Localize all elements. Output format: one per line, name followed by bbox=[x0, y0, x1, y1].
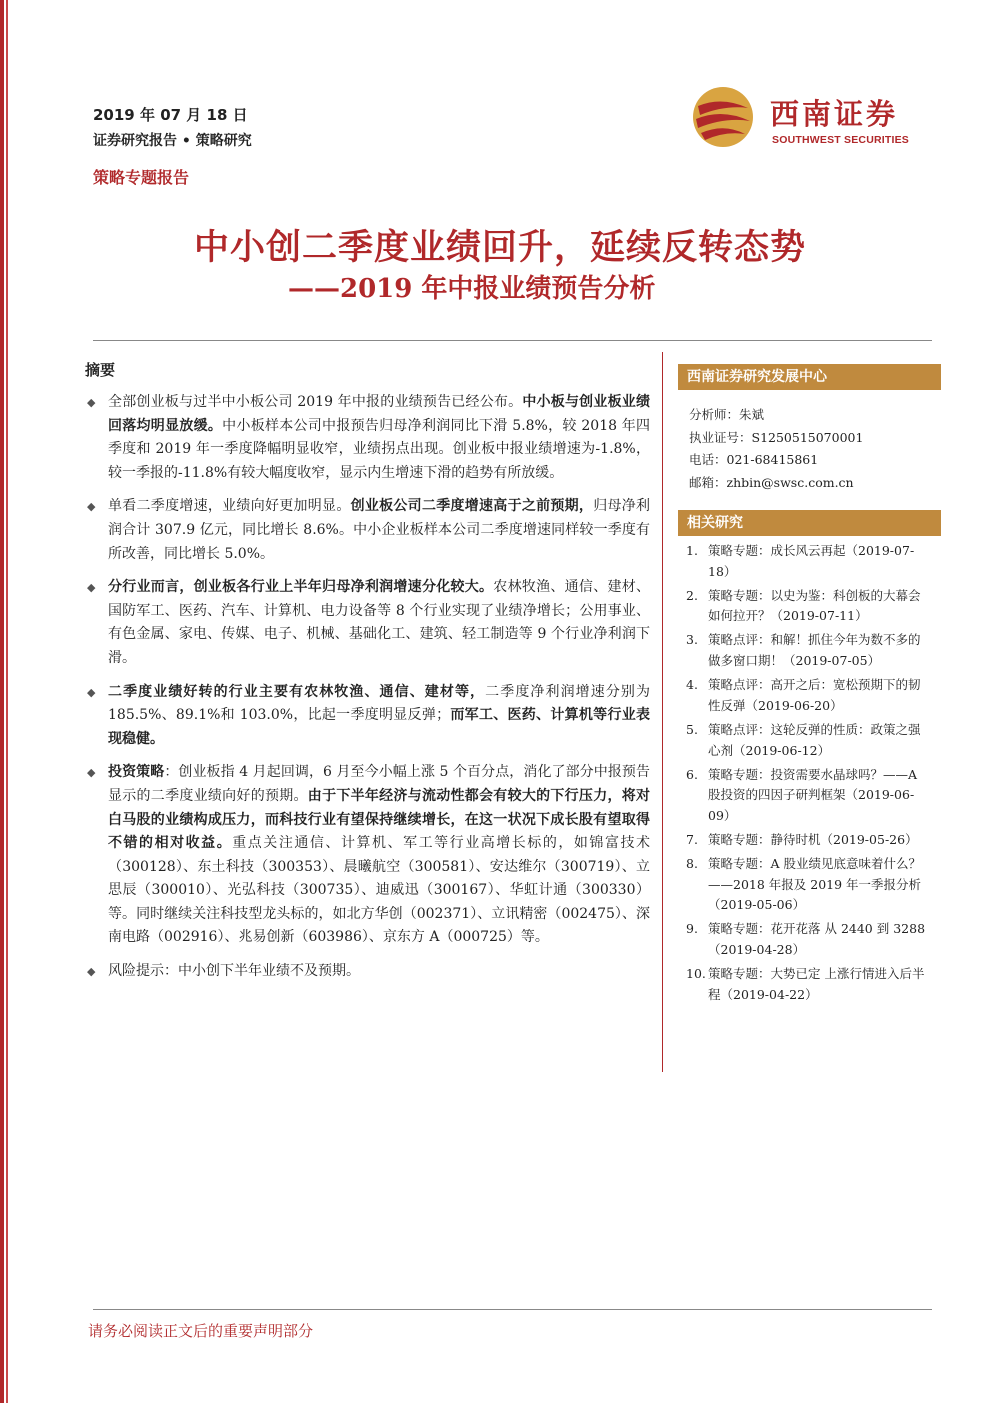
related-item-text: 策略专题：投资需要水晶球吗？——A 股投资的四因子研判框架（2019-06-09） bbox=[708, 766, 918, 823]
report-type: 证券研究报告 • 策略研究 bbox=[93, 133, 252, 149]
related-research-item[interactable] bbox=[686, 964, 926, 1005]
abstract-item bbox=[85, 761, 650, 950]
related-research-heading: 相关研究 bbox=[678, 510, 941, 536]
footer-divider bbox=[93, 1309, 932, 1310]
analyst-email[interactable]: 邮箱：zhbin@swsc.com.cn bbox=[689, 474, 854, 490]
related-research-item[interactable] bbox=[686, 675, 926, 716]
abstract-text: ：创业板指 4 月起回调，6 月至今小幅上涨 5 个百分点，消化了部分中报预告显示的二季度业绩向好的预期。 bbox=[108, 764, 650, 804]
abstract-bold-text: 由于下半年经济与流动性都会有较大的下行压力，将对白马股的业绩构成压力，而科技行业有望保持继续增长，在这一状况下成长股有望取得不错的相对收益。 bbox=[108, 787, 651, 852]
bullet-icon: ◆ bbox=[87, 396, 96, 409]
related-item-number: 5. bbox=[686, 721, 698, 737]
abstract-bold-text: 分行业而言，创业板各行业上半年归母净利润增速分化较大。 bbox=[108, 579, 494, 596]
bullet-icon: ◆ bbox=[87, 500, 96, 514]
related-item-number: 10. bbox=[686, 966, 706, 982]
report-title: 中小创二季度业绩回升，延续反转态势 bbox=[193, 227, 806, 268]
analyst-phone: 电话：021-68415861 bbox=[689, 452, 819, 467]
abstract-item bbox=[85, 576, 650, 670]
related-item-number: 9. bbox=[686, 921, 698, 937]
related-research-list bbox=[686, 541, 926, 1009]
abstract-item bbox=[85, 391, 650, 485]
related-item-number: 8. bbox=[686, 855, 698, 871]
abstract-item bbox=[85, 495, 650, 566]
abstract-text: 单看二季度增速，业绩向好更加明显。 bbox=[108, 498, 351, 515]
bullet-icon: ◆ bbox=[87, 766, 96, 780]
footer-disclaimer: 请务必阅读正文后的重要声明部分 bbox=[88, 1322, 314, 1340]
research-center-heading: 西南证券研究发展中心 bbox=[678, 364, 941, 390]
abstract-bold-text: 二季度业绩好转的行业主要有农林牧渔、通信、建材等， bbox=[108, 683, 486, 700]
abstract-text: 全部创业板与过半中小板公司 2019 年中报的业绩预告已经公布。 bbox=[108, 394, 523, 410]
report-date: 2019 年 07 月 18 日 bbox=[93, 106, 248, 124]
related-item-number: 3. bbox=[686, 632, 698, 648]
abstract-text: 风险提示：中小创下半年业绩不及预期。 bbox=[108, 963, 360, 980]
bullet-icon: ◆ bbox=[87, 685, 96, 699]
related-research-item[interactable] bbox=[686, 854, 926, 916]
header-divider bbox=[93, 340, 932, 341]
analyst-info bbox=[689, 404, 863, 494]
related-item-text: 策略点评：和解！抓住今年为数不多的做多窗口期！（2019-07-05） bbox=[708, 632, 921, 669]
abstract-item bbox=[85, 681, 650, 752]
analyst-license: 执业证号：S1250515070001 bbox=[689, 429, 864, 445]
related-item-text: 策略点评：高开之后：宽松预期下的韧性反弹（2019-06-20） bbox=[708, 677, 921, 713]
related-item-text: 策略点评：这轮反弹的性质：政策之强心剂（2019-06-12） bbox=[708, 721, 921, 758]
related-research-item[interactable] bbox=[686, 630, 926, 671]
report-category: 策略专题报告 bbox=[93, 168, 190, 187]
related-item-number: 4. bbox=[686, 677, 698, 693]
page-left-border bbox=[0, 0, 10, 1403]
abstract-body bbox=[85, 391, 650, 994]
related-research-item[interactable] bbox=[686, 720, 926, 761]
logo-emblem-icon bbox=[692, 86, 754, 148]
related-item-number: 2. bbox=[686, 587, 698, 603]
abstract-bold-text: 中小板与创业板业绩回落均明显放缓。 bbox=[108, 394, 651, 434]
abstract-bold-text: 而军工、医药、计算机等行业表现稳健。 bbox=[108, 707, 650, 747]
abstract-heading: 摘要 bbox=[85, 361, 116, 379]
bullet-icon: ◆ bbox=[87, 581, 96, 595]
bullet-icon: ◆ bbox=[87, 965, 96, 979]
abstract-text: 中小板样本公司中报预告归母净利润同比下滑 5.8%，较 2018 年四季度和 2019 年一季度降幅明显收窄，业绩拐点出现。创业板中报业绩增速为-1.8%，较一季报的-11.8%有较大幅度收窄，显示内生增速下滑的趋势有所放缓。 bbox=[108, 417, 651, 481]
logo-name-cn: 西南证券 bbox=[770, 97, 899, 131]
abstract-text: 二季度净利润增速分别为 185.5%、89.1%和 103.0%，比起一季度明显反弹； bbox=[108, 683, 651, 724]
logo-name-en: SOUTHWEST SECURITIES bbox=[772, 134, 910, 146]
abstract-text: 重点关注通信、计算机、军工等行业高增长标的，如锦富技术（300128）、东土科技（300353）、晨曦航空（300581）、安达维尔（300719）、立思辰（300010）、光弘科技（300735）、迪威迅（300167）、华虹计通（300330）等。同时继续关注科技型龙头标的，如北方华创（002371）、立讯精密（002475）、深南电路（002916）、兆易创新（603986）、京东方 A（000725）等。 bbox=[108, 835, 651, 946]
related-research-item[interactable] bbox=[686, 541, 926, 582]
related-item-text: 策略专题：A 股业绩见底意味着什么？——2018 年报及 2019 年一季报分析（2019-05-06） bbox=[708, 855, 922, 913]
abstract-bold-text: 投资策略 bbox=[108, 764, 165, 781]
analyst-name: 分析师：朱斌 bbox=[689, 407, 765, 422]
related-item-text: 策略专题：成长风云再起（2019-07-18） bbox=[708, 543, 915, 579]
related-research-item[interactable] bbox=[686, 919, 926, 960]
abstract-text: 农林牧渔、通信、建材、国防军工、医药、汽车、计算机、电力设备等 8 个行业实现了业绩净增长；公用事业、有色金属、家电、传媒、电子、机械、基础化工、建筑、轻工制造等 9 个行业净利润下滑。 bbox=[108, 579, 650, 666]
column-divider bbox=[662, 352, 663, 1072]
related-item-text: 策略专题：花开花落 从 2440 到 3288（2019-04-28） bbox=[708, 921, 926, 958]
related-research-item[interactable] bbox=[686, 830, 926, 851]
related-item-text: 策略专题：静待时机（2019-05-26） bbox=[708, 831, 918, 847]
related-item-number: 7. bbox=[686, 831, 698, 847]
related-item-number: 6. bbox=[686, 766, 698, 782]
abstract-item bbox=[85, 960, 650, 984]
report-subtitle: ——2019 年中报业绩预告分析 bbox=[288, 274, 656, 304]
related-item-number: 1. bbox=[686, 543, 698, 558]
related-research-item[interactable] bbox=[686, 586, 926, 627]
related-item-text: 策略专题：大势已定 上涨行情进入后半程（2019-04-22） bbox=[708, 966, 925, 1002]
abstract-bold-text: 创业板公司二季度增速高于之前预期， bbox=[350, 498, 594, 515]
related-research-item[interactable] bbox=[686, 765, 926, 827]
company-logo bbox=[692, 86, 932, 150]
related-item-text: 策略专题：以史为鉴：科创板的大幕会如何拉开？（2019-07-11） bbox=[708, 587, 921, 624]
abstract-text: 归母净利润合计 307.9 亿元，同比增长 8.6%。中小企业板样本公司二季度增速同样较一季度有所改善，同比增长 5.0%。 bbox=[108, 498, 650, 562]
